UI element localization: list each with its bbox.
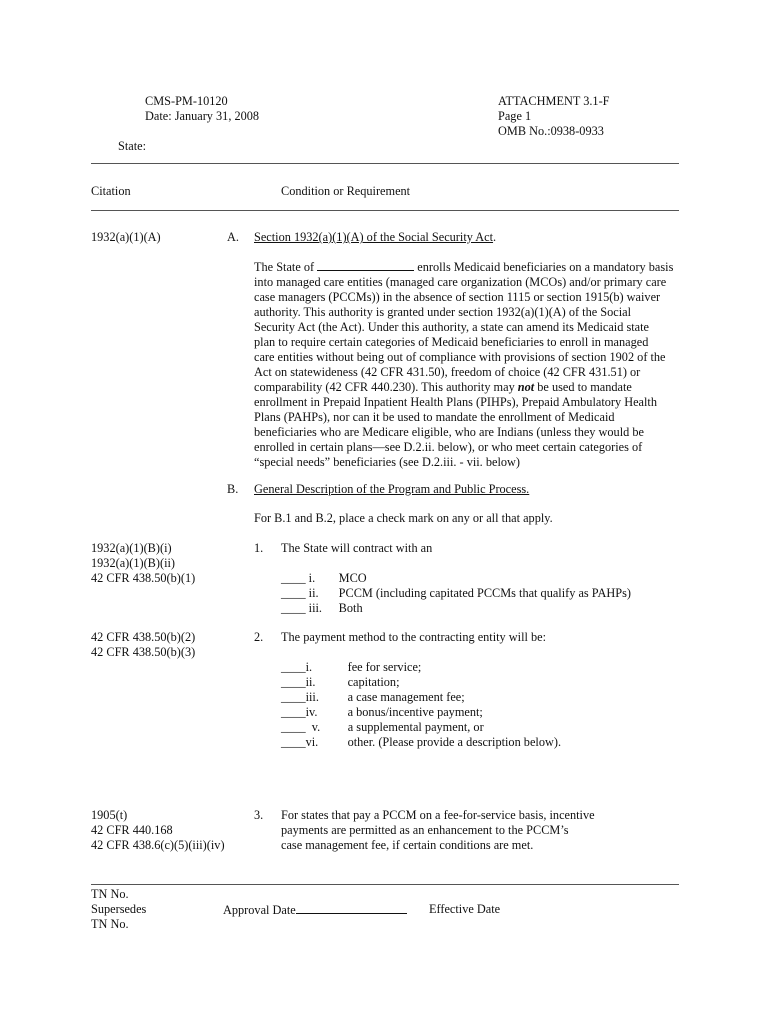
- approval-date-field: Approval Date: [223, 902, 407, 918]
- section-b-instruction: For B.1 and B.2, place a check mark on any or all that apply.: [254, 511, 553, 525]
- condition-column-header: Condition or Requirement: [281, 184, 411, 198]
- section-a-citation: 1932(a)(1)(A): [91, 230, 161, 244]
- item2-citations: 42 CFR 438.50(b)(2) 42 CFR 438.50(b)(3): [91, 630, 196, 659]
- footer-rule: [91, 884, 679, 885]
- section-a-heading: Section 1932(a)(1)(A) of the Social Security Act.: [254, 230, 497, 244]
- header-rule: [91, 163, 679, 164]
- page-number: Page 1: [498, 109, 532, 123]
- item2-option-fee-for-service[interactable]: ____i. fee for service;: [281, 660, 422, 674]
- citation-column-header: Citation: [91, 184, 131, 198]
- omb-number: OMB No.:0938-0933: [498, 124, 604, 138]
- item2-option-case-management-fee[interactable]: ____iii. a case management fee;: [281, 690, 465, 704]
- item1-option-both[interactable]: ____ iii. Both: [281, 601, 363, 615]
- item1-option-pccm[interactable]: ____ ii. PCCM (including capitated PCCMs that qualify as PAHPs): [281, 586, 631, 600]
- item1-citations: 1932(a)(1)(B)(i) 1932(a)(1)(B)(ii) 42 CFR 438.50(b)(1): [91, 541, 196, 585]
- section-a-paragraph: The State of enrolls Medicaid beneficiaries on a mandatory basis into managed care entities (managed care organization (MCOs) and/or primary care case managers (PCCMs)) in the absence of section 1115 or section 1915(b) waiver authority. This authority is granted under section 1932(a)(1)(A) of the Social Security Act (the Act). Under this authority, a state can amend its Medicaid state plan to require certain categories of Medicaid beneficiaries to enroll in managed care entities without being out of compliance with provisions of section 1902 of the Act on statewideness (42 CFR 431.50), freedom of choice (42 CFR 431.51) or comparability (42 CFR 440.230). This authority may not be used to mandate enrollment in Prepaid Inpatient Health Plans (PIHPs), Prepaid Ambulatory Health Plans (PAHPs), nor can it be used to mandate the enrollment of Medicaid beneficiaries who are Medicare eligible, who are Indians (unless they would be enrolled in certain plans—see D.2.ii. below), or who meet certain categories of “special needs” beneficiaries (see D.2.iii. - vii. below): [254, 260, 674, 469]
- item1-option-mco[interactable]: ____ i. MCO: [281, 571, 367, 585]
- item2-option-supplemental-payment[interactable]: ____ v. a supplemental payment, or: [281, 720, 484, 734]
- item3-text: For states that pay a PCCM on a fee-for-service basis, incentive payments are permitted as an enhancement to the PCCM’s case management fee, if certain conditions are met.: [281, 808, 595, 852]
- item3-citations: 1905(t) 42 CFR 440.168 42 CFR 438.6(c)(5)(iii)(iv): [91, 808, 225, 852]
- item1-number: 1.: [254, 541, 264, 555]
- tn-block: TN No. Supersedes TN No.: [91, 887, 147, 931]
- section-b-letter: B.: [227, 482, 239, 496]
- attachment-label: ATTACHMENT 3.1-F: [498, 94, 610, 108]
- form-id: CMS-PM-10120: [145, 94, 228, 108]
- state-name-blank[interactable]: [317, 259, 414, 271]
- item2-option-bonus-payment[interactable]: ____iv. a bonus/incentive payment;: [281, 705, 483, 719]
- effective-date-label: Effective Date: [429, 902, 501, 916]
- item1-text: The State will contract with an: [281, 541, 433, 555]
- section-a-letter: A.: [227, 230, 239, 244]
- item2-text: The payment method to the contracting entity will be:: [281, 630, 546, 644]
- approval-date-blank[interactable]: [296, 902, 407, 914]
- item3-number: 3.: [254, 808, 264, 822]
- section-b-heading: General Description of the Program and Public Process.: [254, 482, 530, 496]
- state-label: State:: [118, 139, 147, 153]
- item2-number: 2.: [254, 630, 264, 644]
- column-header-rule: [91, 210, 679, 211]
- form-date: Date: January 31, 2008: [145, 109, 260, 123]
- item2-option-other[interactable]: ____vi. other. (Please provide a description below).: [281, 735, 562, 749]
- item2-option-capitation[interactable]: ____ii. capitation;: [281, 675, 400, 689]
